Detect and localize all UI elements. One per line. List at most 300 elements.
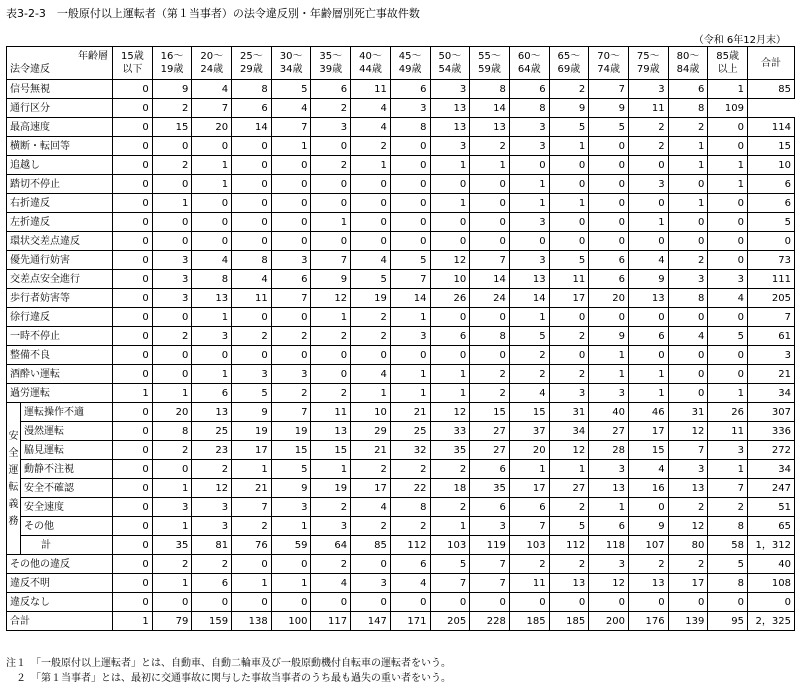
table-cell: 21 bbox=[232, 479, 272, 498]
table-cell: 5 bbox=[589, 118, 629, 137]
table-row bbox=[7, 479, 795, 498]
table-cell: 2 bbox=[509, 346, 549, 365]
table-cell: 6 bbox=[470, 498, 510, 517]
table-cell: 0 bbox=[668, 384, 708, 403]
table-cell: 159 bbox=[192, 612, 232, 631]
table-cell: 0 bbox=[113, 479, 153, 498]
table-cell: 61 bbox=[748, 327, 795, 346]
table-cell: 1 bbox=[351, 156, 391, 175]
table-cell: 9 bbox=[628, 517, 668, 536]
table-cell: 1 bbox=[192, 156, 232, 175]
table-cell: 40 bbox=[589, 403, 629, 422]
table-cell: 3 bbox=[509, 213, 549, 232]
table-cell: 0 bbox=[668, 175, 708, 194]
table-cell: 8 bbox=[390, 498, 430, 517]
table-cell: 0 bbox=[271, 346, 311, 365]
table-cell: 0 bbox=[430, 346, 470, 365]
table-cell: 8 bbox=[668, 289, 708, 308]
table-cell: 33 bbox=[430, 422, 470, 441]
table-cell: 85 bbox=[351, 536, 391, 555]
column-header: 85歳 以上 bbox=[708, 47, 748, 80]
table-cell: 5 bbox=[390, 251, 430, 270]
table-cell: 0 bbox=[708, 232, 748, 251]
table-cell: 118 bbox=[589, 536, 629, 555]
table-cell: 2 bbox=[351, 460, 391, 479]
table-cell: 0 bbox=[113, 251, 153, 270]
table-cell: 0 bbox=[430, 232, 470, 251]
table-cell: 0 bbox=[113, 194, 153, 213]
table-cell: 0 bbox=[708, 137, 748, 156]
table-cell: 35 bbox=[430, 441, 470, 460]
table-cell: 8 bbox=[232, 80, 272, 99]
table-cell: 4 bbox=[390, 574, 430, 593]
table-cell: 1 bbox=[628, 365, 668, 384]
table-cell: 2 bbox=[509, 365, 549, 384]
table-row bbox=[7, 118, 795, 137]
column-header: 16～ 19歳 bbox=[152, 47, 192, 80]
table-cell: 80 bbox=[668, 536, 708, 555]
table-cell: 3 bbox=[271, 251, 311, 270]
table-cell: 1 bbox=[509, 194, 549, 213]
table-cell: 1 bbox=[509, 460, 549, 479]
table-cell: 4 bbox=[351, 99, 391, 118]
table-cell: 3 bbox=[430, 137, 470, 156]
table-cell: 307 bbox=[748, 403, 795, 422]
table-cell: 15 bbox=[509, 403, 549, 422]
table-cell: 0 bbox=[470, 593, 510, 612]
table-cell: 0 bbox=[113, 213, 153, 232]
table-cell: 0 bbox=[113, 289, 153, 308]
table-cell: 0 bbox=[589, 156, 629, 175]
table-cell: 1 bbox=[232, 574, 272, 593]
table-cell: 0 bbox=[152, 365, 192, 384]
table-cell: 27 bbox=[470, 422, 510, 441]
table-cell: 2 bbox=[470, 137, 510, 156]
table-cell: 11 bbox=[549, 270, 589, 289]
table-cell: 2 bbox=[152, 327, 192, 346]
table-cell: 7 bbox=[668, 441, 708, 460]
table-cell: 0 bbox=[668, 308, 708, 327]
table-cell: 2 bbox=[152, 156, 192, 175]
column-header: 50～ 54歳 bbox=[430, 47, 470, 80]
row-label: その他 bbox=[21, 517, 113, 536]
table-cell: 13 bbox=[430, 118, 470, 137]
table-cell: 2 bbox=[152, 555, 192, 574]
table-cell: 3 bbox=[271, 498, 311, 517]
table-cell: 22 bbox=[390, 479, 430, 498]
table-cell: 20 bbox=[509, 441, 549, 460]
column-header: 30～ 34歳 bbox=[271, 47, 311, 80]
table-cell: 4 bbox=[192, 251, 232, 270]
table-cell: 0 bbox=[470, 346, 510, 365]
table-cell: 247 bbox=[748, 479, 795, 498]
table-cell: 2 bbox=[470, 384, 510, 403]
table-cell: 0 bbox=[430, 308, 470, 327]
table-cell: 2 bbox=[430, 498, 470, 517]
table-cell: 1 bbox=[708, 80, 748, 99]
group-label-char: 全 bbox=[8, 447, 19, 459]
table-cell: 1 bbox=[628, 384, 668, 403]
table-cell: 3 bbox=[192, 498, 232, 517]
table-cell: 3 bbox=[509, 251, 549, 270]
table-cell: 13 bbox=[628, 574, 668, 593]
age-group-header: 年齢層 bbox=[78, 51, 108, 62]
table-cell: 0 bbox=[232, 175, 272, 194]
table-cell: 16 bbox=[628, 479, 668, 498]
table-cell: 13 bbox=[589, 479, 629, 498]
table-cell: 2 bbox=[271, 384, 311, 403]
table-cell: 0 bbox=[113, 460, 153, 479]
table-cell: 24 bbox=[470, 289, 510, 308]
table-cell: 0 bbox=[589, 194, 629, 213]
table-cell: 1 bbox=[549, 137, 589, 156]
table-cell: 0 bbox=[351, 346, 391, 365]
table-cell: 7 bbox=[430, 574, 470, 593]
table-row bbox=[7, 574, 795, 593]
table-cell: 2 bbox=[549, 327, 589, 346]
table-cell: 0 bbox=[232, 137, 272, 156]
table-cell: 8 bbox=[708, 574, 748, 593]
row-label: 左折違反 bbox=[7, 213, 113, 232]
row-label: 違反なし bbox=[7, 593, 113, 612]
table-cell: 147 bbox=[351, 612, 391, 631]
table-cell: 0 bbox=[152, 213, 192, 232]
table-cell: 51 bbox=[748, 498, 795, 517]
table-cell: 7 bbox=[271, 118, 311, 137]
table-cell: 0 bbox=[708, 194, 748, 213]
table-cell: 12 bbox=[668, 517, 708, 536]
row-label: 漫然運転 bbox=[21, 422, 113, 441]
table-cell: 0 bbox=[152, 308, 192, 327]
table-cell: 0 bbox=[152, 346, 192, 365]
table-cell: 1 bbox=[430, 194, 470, 213]
table-cell: 0 bbox=[708, 308, 748, 327]
table-cell: 2 bbox=[232, 327, 272, 346]
column-header: 65～ 69歳 bbox=[549, 47, 589, 80]
row-label: 運転操作不適 bbox=[21, 403, 113, 422]
table-cell: 0 bbox=[113, 118, 153, 137]
table-cell: 0 bbox=[152, 593, 192, 612]
table-cell: 0 bbox=[232, 593, 272, 612]
table-cell: 13 bbox=[192, 289, 232, 308]
table-cell: 1 bbox=[470, 156, 510, 175]
table-cell: 3 bbox=[668, 270, 708, 289]
table-cell: 0 bbox=[549, 593, 589, 612]
row-label: 安全速度 bbox=[21, 498, 113, 517]
table-cell: 1 bbox=[668, 194, 708, 213]
table-cell: 4 bbox=[351, 251, 391, 270]
table-cell: 2 bbox=[311, 156, 351, 175]
table-cell: 65 bbox=[748, 517, 795, 536]
table-cell: 4 bbox=[668, 327, 708, 346]
table-cell: 0 bbox=[311, 593, 351, 612]
table-cell: 20 bbox=[152, 403, 192, 422]
table-cell: 108 bbox=[748, 574, 795, 593]
table-cell: 3 bbox=[589, 555, 629, 574]
table-cell: 2 bbox=[668, 555, 708, 574]
table-cell: 1 bbox=[668, 137, 708, 156]
table-cell: 1 bbox=[271, 517, 311, 536]
table-cell: 1，312 bbox=[748, 536, 795, 555]
table-cell: 0 bbox=[628, 156, 668, 175]
table-cell: 81 bbox=[192, 536, 232, 555]
table-cell: 0 bbox=[271, 194, 311, 213]
table-cell: 0 bbox=[113, 365, 153, 384]
table-cell: 1 bbox=[192, 175, 232, 194]
table-title: 表3-2-3 一般原付以上運転者（第１当事者）の法令違反別・年齢層別死亡事故件数 bbox=[6, 7, 420, 20]
table-cell: 64 bbox=[311, 536, 351, 555]
table-cell: 17 bbox=[628, 422, 668, 441]
table-cell: 0 bbox=[192, 137, 232, 156]
table-cell: 15 bbox=[152, 118, 192, 137]
table-cell: 21 bbox=[390, 403, 430, 422]
table-cell: 7 bbox=[708, 479, 748, 498]
table-cell: 1 bbox=[113, 384, 153, 403]
table-cell: 9 bbox=[271, 479, 311, 498]
table-cell: 3 bbox=[589, 460, 629, 479]
table-cell: 2 bbox=[509, 555, 549, 574]
table-cell: 0 bbox=[192, 593, 232, 612]
row-label: 横断・転回等 bbox=[7, 137, 113, 156]
table-cell: 111 bbox=[748, 270, 795, 289]
table-cell: 8 bbox=[470, 80, 510, 99]
table-row bbox=[7, 498, 795, 517]
table-cell: 6 bbox=[430, 327, 470, 346]
table-cell: 15 bbox=[470, 403, 510, 422]
table-cell: 0 bbox=[113, 308, 153, 327]
column-header: 80～ 84歳 bbox=[668, 47, 708, 80]
table-cell: 12 bbox=[668, 422, 708, 441]
table-cell: 15 bbox=[628, 441, 668, 460]
table-cell: 14 bbox=[232, 118, 272, 137]
row-label: 優先通行妨害 bbox=[7, 251, 113, 270]
table-cell: 0 bbox=[351, 555, 391, 574]
table-cell: 0 bbox=[589, 213, 629, 232]
table-row bbox=[7, 327, 795, 346]
table-cell: 9 bbox=[628, 270, 668, 289]
table-cell: 5 bbox=[748, 213, 795, 232]
table-cell: 8 bbox=[470, 327, 510, 346]
table-cell: 11 bbox=[311, 403, 351, 422]
table-cell: 0 bbox=[351, 593, 391, 612]
table-cell: 0 bbox=[271, 308, 311, 327]
column-header: 70～ 74歳 bbox=[589, 47, 629, 80]
table-cell: 2 bbox=[549, 555, 589, 574]
row-label: 脇見運転 bbox=[21, 441, 113, 460]
table-row bbox=[7, 460, 795, 479]
table-cell: 0 bbox=[113, 441, 153, 460]
table-cell: 1 bbox=[152, 479, 192, 498]
table-cell: 4 bbox=[351, 498, 391, 517]
table-cell: 0 bbox=[708, 118, 748, 137]
table-cell: 107 bbox=[628, 536, 668, 555]
table-cell: 0 bbox=[351, 213, 391, 232]
table-cell: 7 bbox=[232, 498, 272, 517]
table-cell: 35 bbox=[470, 479, 510, 498]
table-cell: 3 bbox=[748, 346, 795, 365]
table-cell: 6 bbox=[509, 498, 549, 517]
table-cell: 3 bbox=[152, 289, 192, 308]
table-cell: 205 bbox=[748, 289, 795, 308]
table-cell: 0 bbox=[113, 175, 153, 194]
table-cell: 1 bbox=[509, 308, 549, 327]
table-cell: 0 bbox=[628, 346, 668, 365]
table-cell: 2 bbox=[232, 517, 272, 536]
table-row bbox=[7, 593, 795, 612]
date-note: （令和 6年12月末） bbox=[693, 35, 786, 46]
corner-header bbox=[7, 47, 113, 80]
table-cell: 31 bbox=[549, 403, 589, 422]
table-cell: 0 bbox=[708, 251, 748, 270]
table-cell: 0 bbox=[152, 137, 192, 156]
safety-duty-group-label bbox=[7, 403, 21, 555]
table-cell: 0 bbox=[113, 555, 153, 574]
table-cell: 4 bbox=[351, 365, 391, 384]
table-row bbox=[7, 555, 795, 574]
table-cell: 1 bbox=[549, 460, 589, 479]
table-cell: 0 bbox=[549, 308, 589, 327]
table-cell: 12 bbox=[549, 441, 589, 460]
table-cell: 1 bbox=[271, 137, 311, 156]
table-row bbox=[7, 365, 795, 384]
table-cell: 1 bbox=[390, 384, 430, 403]
table-cell: 3 bbox=[390, 99, 430, 118]
table-cell: 17 bbox=[232, 441, 272, 460]
table-row bbox=[7, 213, 795, 232]
table-cell: 114 bbox=[748, 118, 795, 137]
table-cell: 6 bbox=[192, 574, 232, 593]
table-cell: 2，325 bbox=[748, 612, 795, 631]
law-violation-header: 法令違反 bbox=[10, 64, 50, 75]
table-cell: 2 bbox=[311, 327, 351, 346]
row-label: 計 bbox=[21, 536, 113, 555]
table-cell: 18 bbox=[430, 479, 470, 498]
table-cell: 1 bbox=[311, 213, 351, 232]
table-row bbox=[7, 194, 795, 213]
table-cell: 2 bbox=[311, 384, 351, 403]
table-cell: 1 bbox=[589, 498, 629, 517]
table-cell: 21 bbox=[351, 441, 391, 460]
table-cell: 1 bbox=[628, 213, 668, 232]
row-label: その他の違反 bbox=[7, 555, 113, 574]
table-cell: 14 bbox=[390, 289, 430, 308]
table-cell: 171 bbox=[390, 612, 430, 631]
table-cell: 4 bbox=[232, 270, 272, 289]
table-cell: 2 bbox=[152, 441, 192, 460]
column-header: 75～ 79歳 bbox=[628, 47, 668, 80]
table-cell: 8 bbox=[668, 99, 708, 118]
table-cell: 20 bbox=[192, 118, 232, 137]
table-cell: 0 bbox=[192, 346, 232, 365]
table-cell: 3 bbox=[152, 498, 192, 517]
table-cell: 7 bbox=[311, 251, 351, 270]
table-cell: 5 bbox=[708, 555, 748, 574]
table-cell: 3 bbox=[628, 175, 668, 194]
table-cell: 4 bbox=[311, 574, 351, 593]
table-cell: 0 bbox=[232, 308, 272, 327]
row-label: 安全不確認 bbox=[21, 479, 113, 498]
table-body bbox=[7, 80, 795, 631]
table-cell: 9 bbox=[311, 270, 351, 289]
table-cell: 2 bbox=[668, 118, 708, 137]
table-cell: 2 bbox=[628, 555, 668, 574]
table-cell: 0 bbox=[113, 327, 153, 346]
table-cell: 2 bbox=[311, 555, 351, 574]
table-cell: 3 bbox=[589, 384, 629, 403]
fatal-accidents-table bbox=[6, 46, 795, 631]
table-cell: 26 bbox=[708, 403, 748, 422]
table-row bbox=[7, 308, 795, 327]
table-row bbox=[7, 612, 795, 631]
table-cell: 15 bbox=[748, 137, 795, 156]
table-cell: 2 bbox=[668, 251, 708, 270]
table-cell: 2 bbox=[470, 365, 510, 384]
table-cell: 0 bbox=[192, 194, 232, 213]
table-cell: 0 bbox=[232, 346, 272, 365]
table-cell: 100 bbox=[271, 612, 311, 631]
table-cell: 0 bbox=[113, 346, 153, 365]
table-cell: 0 bbox=[271, 593, 311, 612]
table-cell: 85 bbox=[748, 80, 795, 99]
table-cell: 10 bbox=[430, 270, 470, 289]
table-cell: 6 bbox=[668, 80, 708, 99]
table-cell: 0 bbox=[271, 175, 311, 194]
table-cell: 1 bbox=[549, 194, 589, 213]
table-cell: 0 bbox=[113, 574, 153, 593]
table-row bbox=[7, 270, 795, 289]
table-cell: 1 bbox=[311, 460, 351, 479]
table-cell: 1 bbox=[708, 175, 748, 194]
table-cell: 1 bbox=[430, 365, 470, 384]
table-cell: 119 bbox=[470, 536, 510, 555]
table-cell: 8 bbox=[152, 422, 192, 441]
table-cell: 0 bbox=[113, 156, 153, 175]
table-cell: 5 bbox=[271, 460, 311, 479]
table-cell: 0 bbox=[311, 194, 351, 213]
table-cell: 1 bbox=[708, 384, 748, 403]
row-label: 踏切不停止 bbox=[7, 175, 113, 194]
table-cell: 6 bbox=[748, 194, 795, 213]
group-label-char: 転 bbox=[8, 481, 19, 493]
table-cell: 0 bbox=[390, 156, 430, 175]
table-cell: 7 bbox=[470, 555, 510, 574]
table-cell: 12 bbox=[311, 289, 351, 308]
table-cell: 112 bbox=[549, 536, 589, 555]
table-cell: 0 bbox=[390, 175, 430, 194]
table-cell: 7 bbox=[271, 403, 311, 422]
table-cell: 9 bbox=[589, 327, 629, 346]
table-row bbox=[7, 422, 795, 441]
table-cell: 0 bbox=[113, 593, 153, 612]
table-cell: 0 bbox=[390, 346, 430, 365]
table-cell: 0 bbox=[390, 137, 430, 156]
table-cell: 15 bbox=[311, 441, 351, 460]
table-cell: 0 bbox=[549, 175, 589, 194]
table-cell: 13 bbox=[192, 403, 232, 422]
table-cell: 1 bbox=[152, 194, 192, 213]
table-cell: 0 bbox=[271, 555, 311, 574]
table-row bbox=[7, 289, 795, 308]
table-cell: 2 bbox=[628, 118, 668, 137]
table-cell: 0 bbox=[748, 593, 795, 612]
table-cell: 200 bbox=[589, 612, 629, 631]
table-cell: 0 bbox=[113, 403, 153, 422]
table-cell: 1 bbox=[152, 574, 192, 593]
table-cell: 0 bbox=[430, 593, 470, 612]
table-cell: 0 bbox=[668, 346, 708, 365]
table-cell: 0 bbox=[113, 80, 153, 99]
table-cell: 13 bbox=[549, 574, 589, 593]
